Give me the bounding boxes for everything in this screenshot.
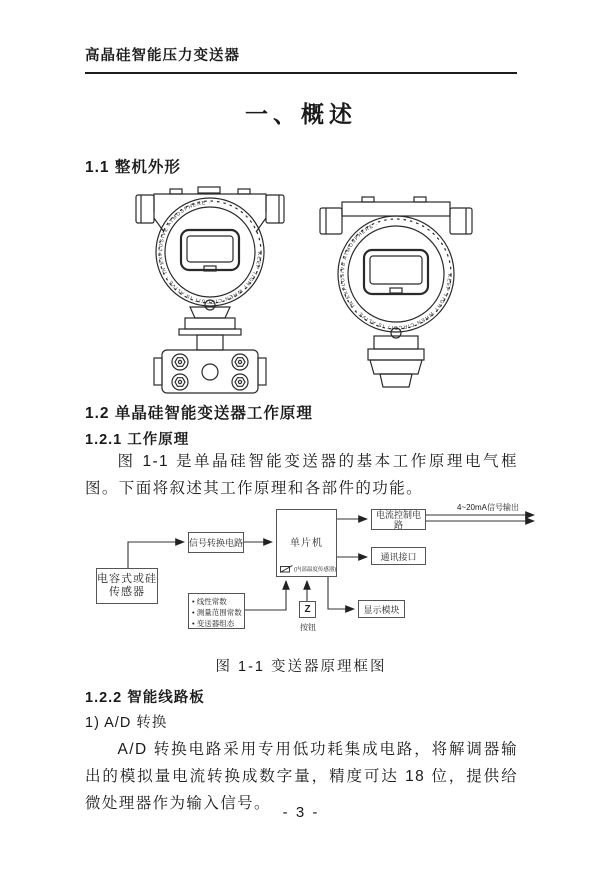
section-1-2-2-paragraph: A/D 转换电路采用专用低功耗集成电路，将解调器输出的模拟量电流转换成数字量，精度可达 18 位，提供给微处理器作为输入信号。 — [85, 741, 518, 812]
diagram-box-constants — [188, 593, 245, 629]
section-1-2-heading: 1.2 单晶硅智能变送器工作原理 — [85, 405, 313, 422]
diagram-box-mcu — [276, 509, 337, 577]
bezel-engraving-text: KEEP TIGHT WHEN CIRCUIT IS ALIVE · IN EXPLOSIVE ATMOSPHERE · — [339, 221, 453, 331]
thermistor-icon — [280, 565, 293, 573]
diagram-z-button: Z — [299, 601, 316, 618]
figure-1-1-block-diagram — [88, 500, 548, 652]
page-number: - 3 - — [282, 804, 320, 821]
transmitter-drawing-threaded — [312, 196, 480, 392]
bezel-engraving-text: KEEP TIGHT WHEN CIRCUIT IS ALIVE · IN EXPLOSIVE ATMOSPHERE · — [157, 199, 263, 305]
internal-temp-sensor-note: (内部温度传感器) — [294, 567, 337, 573]
constant-item: • 变送器组态 — [192, 618, 234, 629]
constant-item: • 测量范围常数 — [192, 607, 242, 618]
document-header-title: 高晶硅智能压力变送器 — [85, 44, 517, 74]
z-button-label: 按钮 — [300, 623, 316, 632]
diagram-box-current-control: 电流控制电路 — [371, 509, 426, 530]
chapter-title: 一、概述 — [245, 101, 357, 127]
diagram-box-comm-interface: 通讯接口 — [371, 547, 426, 565]
section-1-2-1-heading: 1.2.1 工作原理 — [85, 432, 190, 448]
figure-1-1-caption: 图 1-1 变送器原理框图 — [215, 659, 387, 675]
constant-item: • 线性常数 — [192, 596, 227, 607]
diagram-box-display-module: 显示模块 — [358, 600, 405, 618]
output-signal-label: 4~20mA信号输出 — [456, 503, 520, 512]
diagram-box-signal-conversion: 信号转换电路 — [188, 532, 244, 553]
section-1-2-2-item: 1) A/D 转换 — [85, 715, 168, 731]
section-1-2-2-heading: 1.2.2 智能线路板 — [85, 690, 205, 706]
transmitter-drawing-flange — [118, 186, 303, 394]
hex-bolts-left-drawing — [172, 354, 248, 390]
diagram-box-sensor: 电容式或硅传感器 — [96, 568, 158, 604]
section-1-2-1-paragraph: 图 1-1 是单晶硅智能变送器的基本工作原理电气框图。下面将叙述其工作原理和各部件的功能。 — [85, 453, 518, 497]
section-1-1-heading: 1.1 整机外形 — [85, 159, 181, 176]
mcu-label: 单片机 — [290, 538, 323, 549]
